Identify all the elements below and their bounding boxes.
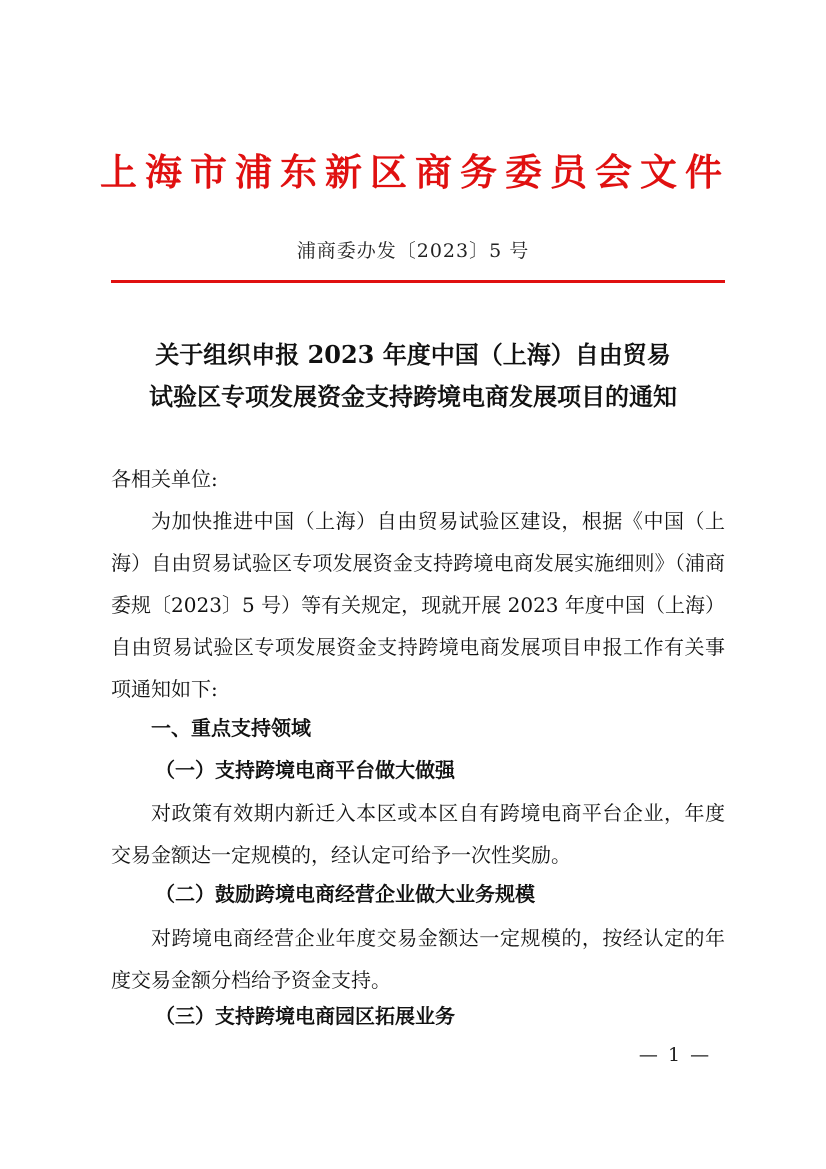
salutation: 各相关单位: [111, 467, 218, 491]
subsection-1-paragraph [111, 792, 725, 876]
page-number: — 1 — [638, 1044, 712, 1066]
intro-text: 为加快推进中国（上海）自由贸易试验区建设，根据《中国（上海）自由贸易试验区专项发展资金支持跨境电商发展实施细则》（浦商委规〔2023〕5 号）等有关规定，现就开展 2023 年度中国（上海）自由贸易试验区专项发展资金支持跨境电商发展项目申报工作有关事项通知如下: [111, 509, 725, 701]
red-separator-rule [111, 280, 725, 283]
issuer-header: 上海市浦东新区商务委员会文件 [100, 150, 730, 194]
title-line-1: 关于组织申报 2023 年度中国（上海）自由贸易 [155, 340, 671, 369]
document-number: 浦商委办发〔2023〕5 号 [296, 240, 530, 262]
intro-paragraph [111, 500, 725, 710]
title-line-2: 试验区专项发展资金支持跨境电商发展项目的通知 [149, 382, 677, 411]
subsection-2-heading: （二）鼓励跨境电商经营企业做大业务规模 [155, 882, 535, 906]
subsection-2-paragraph [111, 917, 725, 1001]
section-1-heading: 一、重点支持领域 [151, 716, 311, 740]
subsection-3-heading: （三）支持跨境电商园区拓展业务 [155, 1004, 455, 1028]
document-title [90, 334, 736, 418]
subsection-2-text: 对跨境电商经营企业年度交易金额达一定规模的，按经认定的年度交易金额分档给予资金支持。 [111, 926, 725, 992]
subsection-1-heading: （一）支持跨境电商平台做大做强 [155, 758, 455, 782]
subsection-1-text: 对政策有效期内新迁入本区或本区自有跨境电商平台企业，年度交易金额达一定规模的，经认定可给予一次性奖励。 [111, 801, 725, 867]
